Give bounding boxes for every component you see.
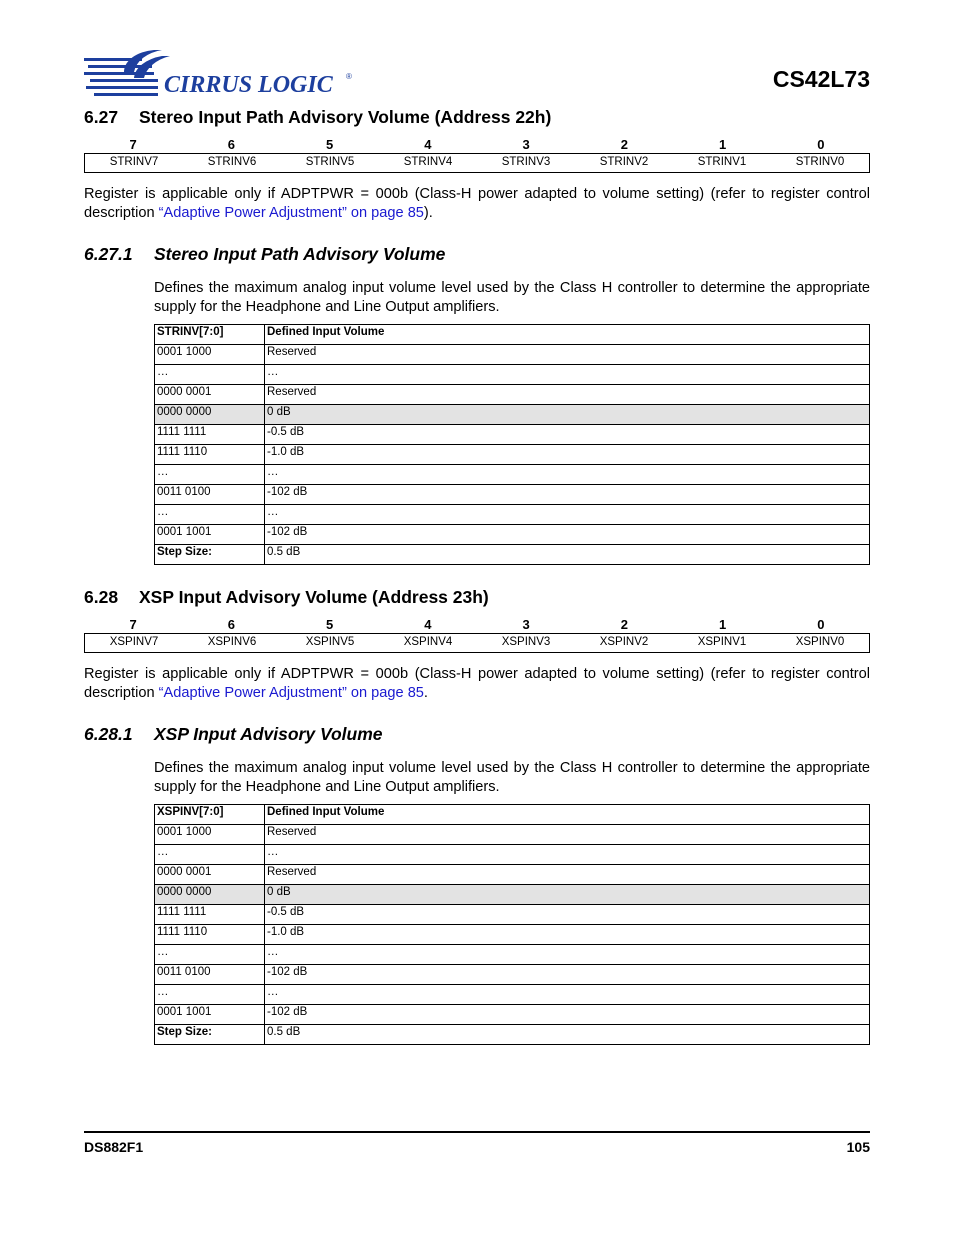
table-cell: -1.0 dB [265, 925, 870, 945]
bit-number: 1 [719, 137, 727, 152]
table-cell: 0000 0001 [155, 385, 265, 405]
adaptive-power-link[interactable]: “Adaptive Power Adjustment” on page 85 [158, 685, 424, 701]
bit-number: 5 [326, 137, 334, 152]
table-cell: Reserved [265, 385, 870, 405]
table-cell: Step Size: [155, 1025, 265, 1045]
bit-name: XSPINV7 [109, 636, 159, 648]
table-cell: … [265, 945, 870, 965]
table-row [155, 525, 870, 545]
bit-number: 1 [719, 617, 727, 632]
table-row [155, 825, 870, 845]
bit-number: 2 [620, 617, 628, 632]
bit-name: XSPINV5 [305, 636, 355, 648]
table-cell: -102 dB [265, 1005, 870, 1025]
table-row [155, 485, 870, 505]
table-row [155, 845, 870, 865]
description-6-28-1: Defines the maximum analog input volume level used by the Class H controller to determine the appropriate supply for the Headphone and Line Output amplifiers. [154, 760, 870, 795]
table-cell: -102 dB [265, 965, 870, 985]
table-row [155, 365, 870, 385]
table-cell: Reserved [265, 345, 870, 365]
table-row [155, 1005, 870, 1025]
table-row [155, 425, 870, 445]
table-cell: … [155, 365, 265, 385]
bit-table-22h [84, 136, 870, 173]
table-row [155, 445, 870, 465]
table-cell: 1111 1111 [155, 905, 265, 925]
table-cell: 0011 0100 [155, 965, 265, 985]
table-header-row [155, 325, 870, 345]
table-row [155, 885, 870, 905]
page-number: 105 [846, 1139, 870, 1155]
bit-number: 2 [620, 137, 628, 152]
table-cell: 0 dB [265, 405, 870, 425]
footer-divider [84, 1131, 870, 1133]
bit-name: XSPINV3 [501, 636, 551, 648]
register-note-22h: Register is applicable only if ADPTPWR = 000b (Class-H power adapted to volume setting) (refer to register control description “Adaptive Power Adjustment” on page 85). [84, 186, 870, 221]
table-cell: … [265, 845, 870, 865]
table-cell: 0011 0100 [155, 485, 265, 505]
table-cell: 0000 0001 [155, 865, 265, 885]
bit-name: XSPINV0 [795, 636, 845, 648]
bit-number: 0 [817, 137, 825, 152]
table-row [155, 865, 870, 885]
bit-number: 3 [522, 617, 530, 632]
table-cell: 0001 1001 [155, 1005, 265, 1025]
bit-name: STRINV0 [795, 156, 845, 168]
table-row [155, 545, 870, 565]
table-cell: 1111 1111 [155, 425, 265, 445]
table-cell: Step Size: [155, 545, 265, 565]
bit-number: 7 [129, 617, 137, 632]
svg-text:CIRRUS LOGIC: CIRRUS LOGIC [164, 72, 333, 98]
table-cell: -0.5 dB [265, 905, 870, 925]
table-row [155, 945, 870, 965]
table-cell: -0.5 dB [265, 425, 870, 445]
table-cell: … [155, 465, 265, 485]
table-cell: -102 dB [265, 525, 870, 545]
table-cell: 0001 1001 [155, 525, 265, 545]
xspinv-value-table [154, 804, 870, 1045]
table-row [155, 905, 870, 925]
bit-number: 3 [522, 137, 530, 152]
table-row [155, 465, 870, 485]
table-cell: … [265, 505, 870, 525]
table-header-row [155, 805, 870, 825]
table-cell: … [155, 845, 265, 865]
table-cell: 0001 1000 [155, 345, 265, 365]
table-cell: Reserved [265, 865, 870, 885]
table-row [155, 925, 870, 945]
table-cell: … [265, 985, 870, 1005]
table-cell: … [265, 365, 870, 385]
section-heading-6-28: 6.28 XSP Input Advisory Volume (Address 23h) [84, 587, 489, 607]
table-row [155, 1025, 870, 1045]
table-cell: 0001 1000 [155, 825, 265, 845]
table-row [155, 385, 870, 405]
table-header-cell: XSPINV[7:0] [155, 805, 265, 825]
description-6-27-1: Defines the maximum analog input volume level used by the Class H controller to determine the appropriate supply for the Headphone and Line Output amplifiers. [154, 280, 870, 315]
table-cell: -1.0 dB [265, 445, 870, 465]
table-cell: 0000 0000 [155, 885, 265, 905]
table-header-cell: Defined Input Volume [265, 805, 870, 825]
table-cell: 0000 0000 [155, 405, 265, 425]
table-cell: 0.5 dB [265, 1025, 870, 1045]
table-cell: … [155, 505, 265, 525]
bit-table-23h [84, 616, 870, 653]
table-cell: 0.5 dB [265, 545, 870, 565]
bit-number: 6 [227, 137, 235, 152]
bit-name: STRINV5 [305, 156, 355, 168]
bit-number: 0 [817, 617, 825, 632]
table-row [155, 985, 870, 1005]
table-cell: … [155, 945, 265, 965]
bit-name: STRINV7 [109, 156, 159, 168]
bit-number: 4 [424, 617, 432, 632]
bit-name: XSPINV1 [697, 636, 747, 648]
bit-name: XSPINV6 [207, 636, 257, 648]
part-number: CS42L73 [772, 66, 870, 92]
bit-name: STRINV1 [697, 156, 747, 168]
table-header-cell: STRINV[7:0] [155, 325, 265, 345]
subsection-heading-6-28-1: 6.28.1 XSP Input Advisory Volume [84, 724, 383, 744]
table-cell: 1111 1110 [155, 445, 265, 465]
bit-name: STRINV3 [501, 156, 551, 168]
svg-text:®: ® [346, 72, 352, 81]
table-cell: … [155, 985, 265, 1005]
table-row [155, 405, 870, 425]
bit-name: XSPINV4 [403, 636, 453, 648]
table-row [155, 965, 870, 985]
bit-name: STRINV2 [599, 156, 649, 168]
adaptive-power-link[interactable]: “Adaptive Power Adjustment” on page 85 [158, 205, 424, 221]
table-cell: 0 dB [265, 885, 870, 905]
table-row [155, 505, 870, 525]
document-id: DS882F1 [84, 1139, 144, 1155]
subsection-heading-6-27-1: 6.27.1 Stereo Input Path Advisory Volume [84, 244, 446, 264]
table-cell: -102 dB [265, 485, 870, 505]
register-note-23h: Register is applicable only if ADPTPWR = 000b (Class-H power adapted to volume setting) (refer to register control description “Adaptive Power Adjustment” on page 85. [84, 666, 870, 701]
table-cell: 1111 1110 [155, 925, 265, 945]
table-cell: … [265, 465, 870, 485]
section-heading-6-27: 6.27 Stereo Input Path Advisory Volume (Address 22h) [84, 107, 552, 127]
bit-number: 6 [227, 617, 235, 632]
table-header-cell: Defined Input Volume [265, 325, 870, 345]
cirrus-logic-logo [84, 46, 374, 104]
strinv-value-table [154, 324, 870, 565]
bit-number: 5 [326, 617, 334, 632]
table-row [155, 345, 870, 365]
bit-number: 4 [424, 137, 432, 152]
bit-name: STRINV6 [207, 156, 257, 168]
bit-number: 7 [129, 137, 137, 152]
bit-name: STRINV4 [403, 156, 453, 168]
table-cell: Reserved [265, 825, 870, 845]
bit-name: XSPINV2 [599, 636, 649, 648]
